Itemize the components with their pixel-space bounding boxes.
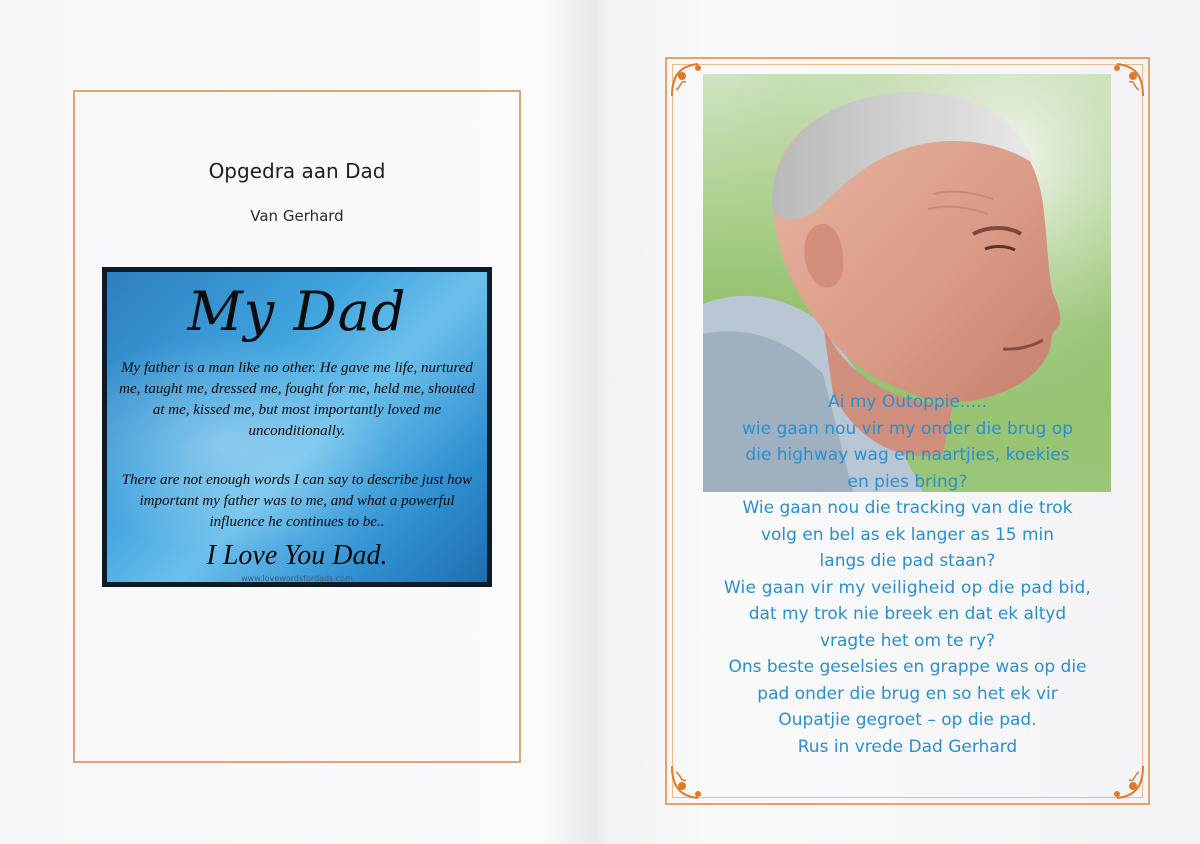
poem-line: Ons beste geselsies en grappe was op die bbox=[728, 657, 1087, 677]
poem-line: die highway wag en naartjies, koekies bbox=[745, 445, 1070, 465]
ornament-bottom-left-icon bbox=[668, 762, 708, 802]
ornament-bottom-right-icon bbox=[1107, 762, 1147, 802]
dedication-subtitle: Van Gerhard bbox=[250, 207, 344, 225]
card-heading: My Dad bbox=[187, 280, 407, 343]
my-dad-card-background bbox=[107, 272, 487, 582]
card-paragraph-2: There are not enough words I can say to describe just how important my father was to me, and what a powerful influence he continues to be.. bbox=[121, 472, 473, 530]
poem-line: vragte het om te ry? bbox=[819, 630, 996, 651]
card-watermark-url: www.lovewordsfordads.com bbox=[241, 574, 353, 582]
poem-line: Oupatjie gegroet – op die pad. bbox=[778, 710, 1037, 730]
poem-line: langs die pad staan? bbox=[819, 551, 996, 571]
poem-line: Wie gaan nou die tracking van die trok bbox=[742, 498, 1073, 518]
card-paragraph-1: My father is a man like no other. He gave me life, nurtured me, taught me, dressed me, fought for me, held me, shouted at me, kissed me, but most importantly loved me unconditionally. bbox=[119, 360, 475, 439]
my-dad-card bbox=[102, 267, 492, 587]
dedication-title: Opgedra aan Dad bbox=[208, 159, 386, 183]
ornament-top-right-icon bbox=[1107, 60, 1147, 100]
poem-line: pad onder die brug en so het ek vir bbox=[757, 683, 1058, 704]
poem-line: Wie gaan vir my veiligheid op die pad bid, bbox=[723, 577, 1092, 598]
memorial-poem bbox=[672, 389, 1143, 760]
card-closing: I Love You Dad. bbox=[206, 540, 388, 571]
poem-line: Ai my Outoppie..... bbox=[828, 392, 987, 412]
ornament-top-left-icon bbox=[668, 60, 708, 100]
poem-signature: Rus in vrede Dad Gerhard bbox=[797, 736, 1018, 757]
poem-line: en pies bring? bbox=[847, 471, 968, 492]
poem-line: wie gaan nou vir my onder die brug op bbox=[742, 418, 1073, 439]
poem-line: volg en bel as ek langer as 15 min bbox=[760, 524, 1055, 545]
poem-line: dat my trok nie breek en dat ek altyd bbox=[748, 604, 1067, 624]
